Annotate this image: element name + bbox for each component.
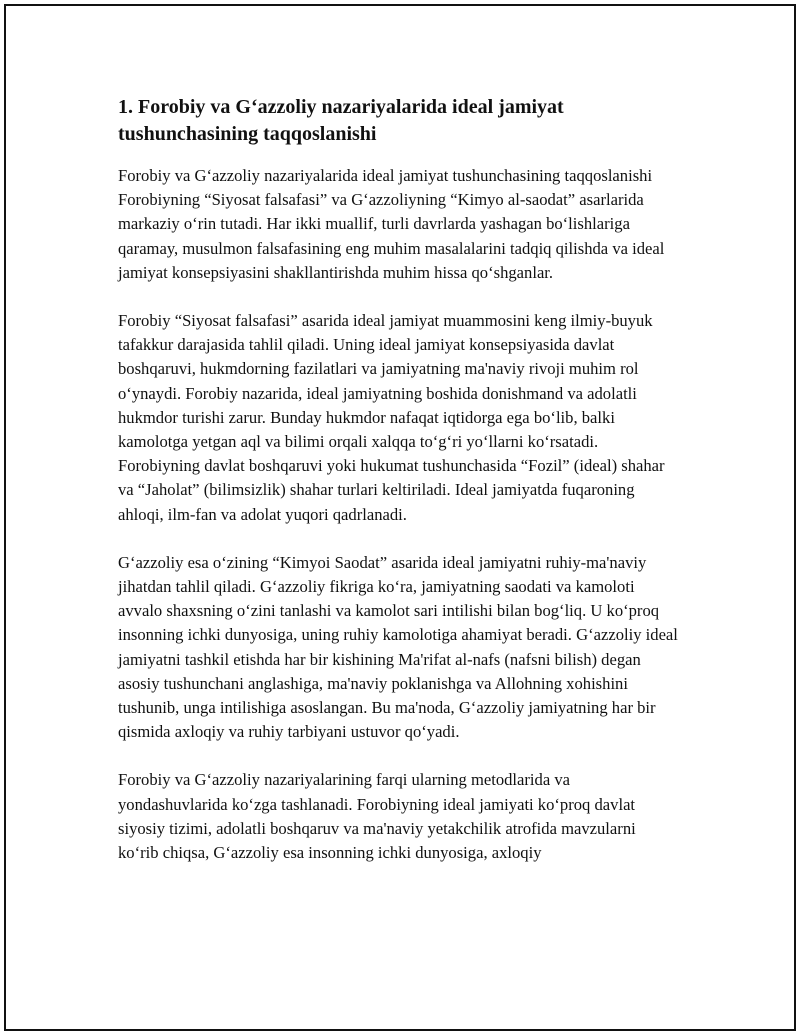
section-title: 1. Forobiy va G‘azzoliy nazariyalarida ideal jamiyat tushunchasining taqqoslanishi xyxy=(118,96,564,145)
paragraph-forobiy: Forobiy “Siyosat falsafasi” asarida ideal jamiyat muammosini keng ilmiy-buyuk tafakkur darajasida tahlil qiladi. Uning ideal jamiyat konsepsiyasida davlat boshqaruvi, hukmdorning fazilatlari va jamiyatning ma'naviy rivoji muhim rol o‘ynaydi. Forobiy nazarida, ideal jamiyatning boshida donishmand va adolatli hukmdor turishi zarur. Bunday hukmdor nafaqat iqtidorga ega bo‘lib, balki kamolotga yetgan aql va bilimi orqali xalqqa to‘g‘ri yo‘llarni ko‘rsatadi. Forobiyning davlat boshqaruvi yoki hukumat tushunchasida “Fozil” (ideal) shahar va “Jaholat” (bilimsizlik) shahar turlari keltiriladi. Ideal jamiyatda fuqaroning ahloqi, ilm-fan va adolat yuqori qadrlanadi. xyxy=(118,311,665,524)
paragraph-comparison: Forobiy va G‘azzoliy nazariyalarining farqi ularning metodlarida va yondashuvlarida ko‘zga tashlanadi. Forobiyning ideal jamiyati ko‘proq davlat siyosiy tizimi, adolatli boshqaruv va ma'naviy yetakchilik atrofida mavzularni ko‘rib chiqsa, G‘azzoliy esa insonning ichki dunyosiga, axloqiy xyxy=(118,770,636,863)
document-body xyxy=(118,94,680,889)
paragraph-intro: Forobiy va G‘azzoliy nazariyalarida ideal jamiyat tushunchasining taqqoslanishi Forobiyning “Siyosat falsafasi” va G‘azzoliyning “Kimyo al-saodat” asarlarida markaziy o‘rin tutadi. Har ikki muallif, turli davrlarda yashagan bo‘lishlariga qaramay, musulmon falsafasining eng muhim masalalarini tadqiq qilishda va ideal jamiyat konsepsiyasini shakllantirishda muhim hissa qo‘shganlar. xyxy=(118,166,665,282)
paragraph-gazzoliy: G‘azzoliy esa o‘zining “Kimyoi Saodat” asarida ideal jamiyatni ruhiy-ma'naviy jihatdan tahlil qiladi. G‘azzoliy fikriga ko‘ra, jamiyatning saodati va kamoloti avvalo shaxsning o‘zini tanlashi va kamolot sari intilishi bilan bog‘liq. U ko‘proq insonning ichki dunyosiga, uning ruhiy kamolotiga ahamiyat beradi. G‘azzoliy ideal jamiyatni tashkil etishda har bir kishining Ma'rifat al-nafs (nafsni bilish) degan asosiy tushunchani anglashiga, ma'naviy poklanishga va Allohning xohishini tushunib, unga intilishiga asoslangan. Bu ma'noda, G‘azzoliy jamiyatning har bir qismida axloqiy va ruhiy tarbiyani ustuvor qo‘yadi. xyxy=(118,552,678,742)
